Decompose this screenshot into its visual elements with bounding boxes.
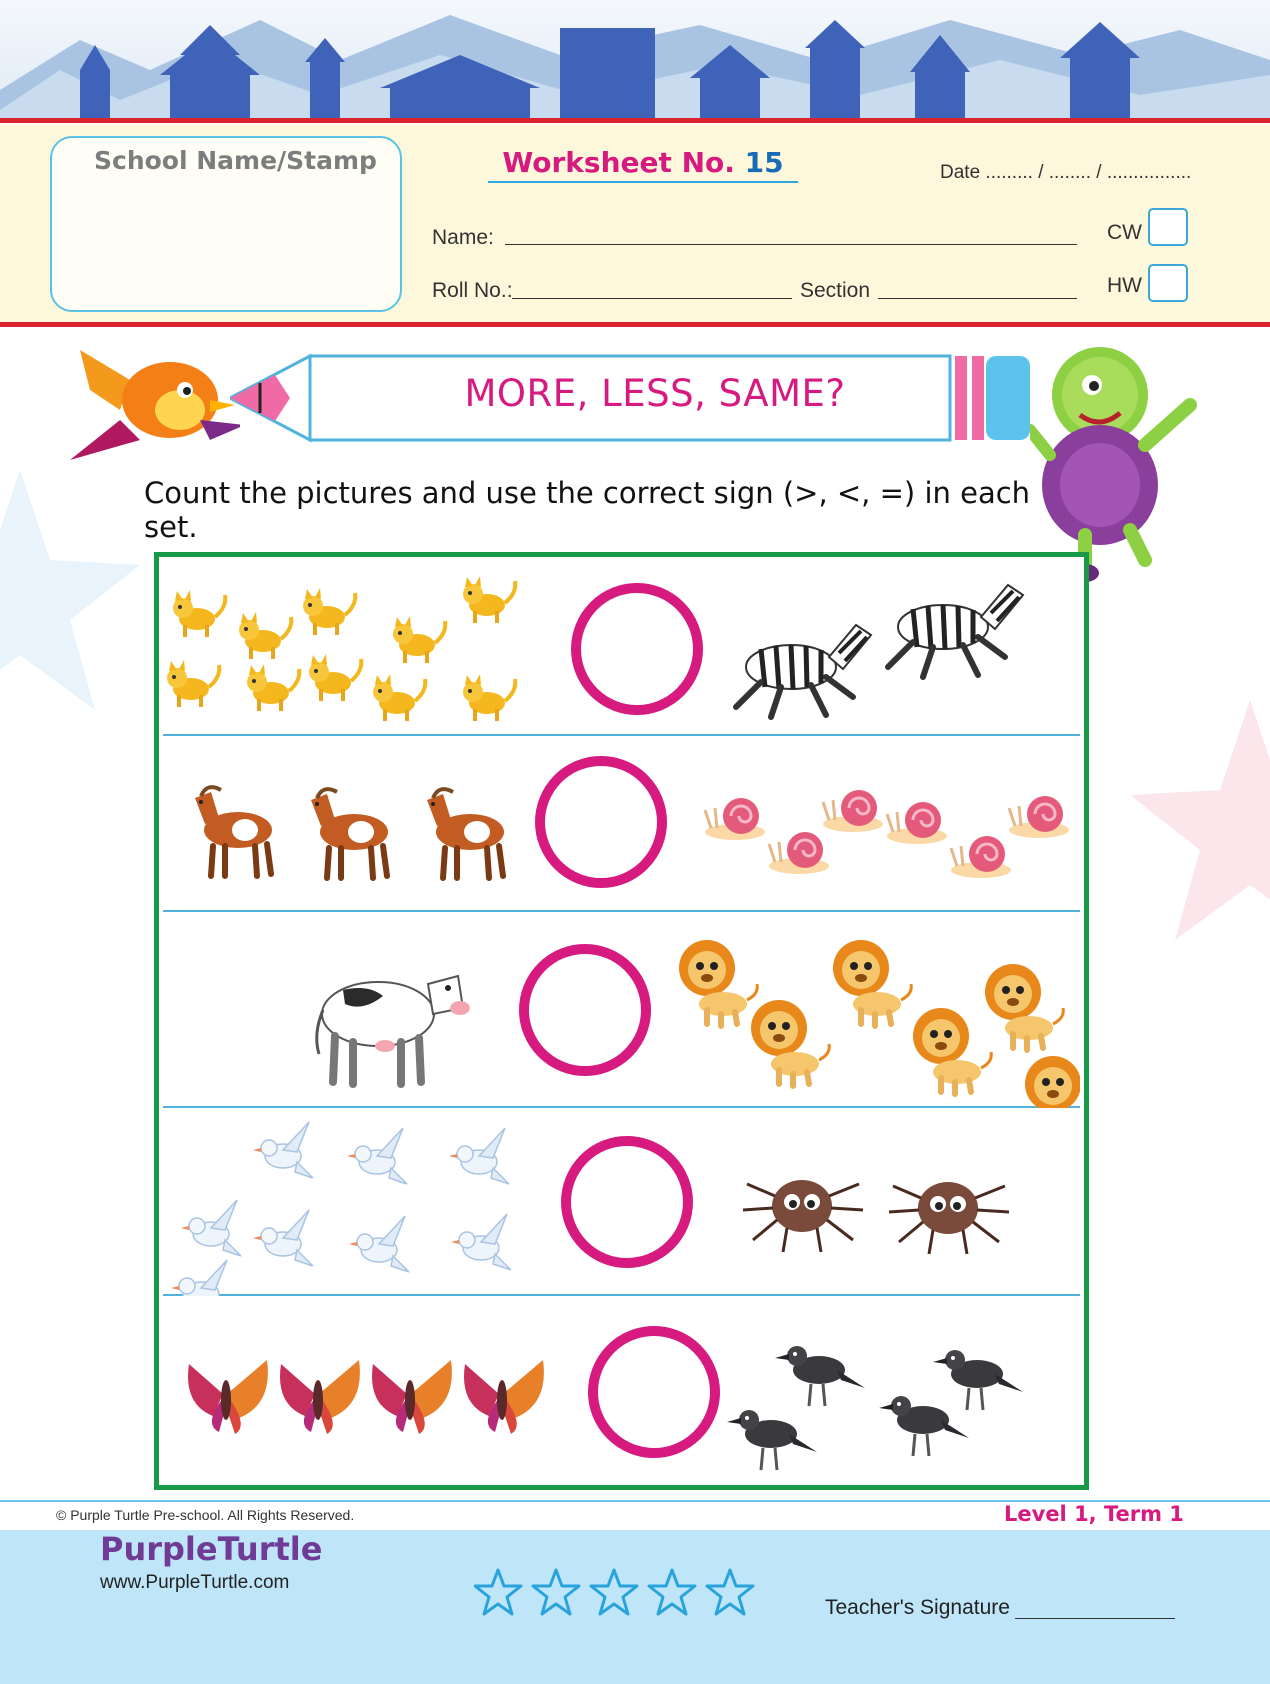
goat-icon — [427, 789, 504, 878]
worksheet-title-text: Worksheet No. — [502, 146, 735, 179]
section-input-line[interactable] — [878, 298, 1077, 299]
date-field[interactable]: Date ......... / ........ / ................ — [940, 162, 1192, 183]
star-icon[interactable] — [475, 1570, 521, 1614]
cw-checkbox[interactable] — [1148, 208, 1188, 246]
cat-icon — [239, 612, 291, 659]
snail-icon — [951, 836, 1011, 878]
answer-circle-2[interactable] — [535, 756, 667, 888]
answer-circle-1[interactable] — [571, 583, 703, 715]
set-row-2 — [163, 738, 1080, 912]
cw-label: CW — [1107, 221, 1142, 244]
lion-icon — [913, 1008, 991, 1094]
set-row-4 — [163, 1110, 1080, 1296]
snail-icon — [705, 798, 765, 840]
header-red-line — [0, 118, 1270, 123]
cat-icon — [173, 590, 225, 637]
lion-icon — [985, 964, 1063, 1050]
set-row-1 — [163, 561, 1080, 736]
hw-checkbox[interactable] — [1148, 264, 1188, 302]
teacher-signature-line[interactable] — [1015, 1618, 1175, 1619]
brand-logo: PurpleTurtle — [100, 1530, 323, 1568]
background-star-left — [0, 470, 150, 730]
cow-icon — [317, 976, 470, 1084]
answer-circle-5[interactable] — [588, 1326, 720, 1458]
star-icon[interactable] — [649, 1570, 695, 1614]
name-input-line[interactable] — [505, 244, 1077, 245]
school-stamp-box[interactable] — [50, 136, 402, 312]
copyright-text: © Purple Turtle Pre-school. All Rights Reserved. — [56, 1507, 355, 1523]
dove-icon — [253, 1122, 313, 1178]
cat-icon — [393, 616, 445, 663]
turtle-mascot-icon — [1030, 335, 1200, 585]
cat-icon — [309, 654, 361, 701]
cat-icon — [373, 674, 425, 721]
rating-stars — [474, 1568, 764, 1620]
spider-icon — [743, 1180, 863, 1252]
worksheet-title — [488, 146, 798, 183]
dove-icon — [349, 1216, 409, 1272]
crow-icon — [775, 1346, 865, 1406]
star-icon[interactable] — [533, 1570, 579, 1614]
dove-icon — [347, 1128, 407, 1184]
section-label: Section — [800, 279, 871, 302]
banner-title: MORE, LESS, SAME? — [464, 372, 846, 415]
butterfly-icon — [372, 1360, 452, 1434]
crow-icon — [727, 1410, 817, 1470]
lion-icon — [1025, 1056, 1080, 1108]
goat-icon — [195, 787, 272, 876]
cat-icon — [303, 588, 355, 635]
roll-label: Roll No.: — [432, 279, 513, 302]
snail-icon — [769, 832, 829, 874]
skyline-header — [0, 0, 1270, 120]
level-term-label: Level 1, Term 1 — [1004, 1502, 1184, 1526]
hw-label: HW — [1107, 274, 1142, 297]
goat-icon — [311, 789, 388, 878]
lion-icon — [751, 1000, 829, 1086]
set-row-5 — [163, 1298, 1080, 1482]
dove-icon — [181, 1200, 241, 1256]
cat-icon — [463, 576, 515, 623]
dove-icon — [449, 1128, 509, 1184]
spider-icon — [889, 1182, 1009, 1254]
cat-icon — [247, 664, 299, 711]
set-row-3 — [163, 914, 1080, 1108]
lion-icon — [833, 940, 911, 1026]
answer-circle-3[interactable] — [519, 944, 651, 1076]
name-label: Name: — [432, 226, 494, 249]
dove-icon — [171, 1260, 231, 1296]
school-label: School Name/Stamp — [94, 146, 377, 175]
dove-icon — [253, 1210, 313, 1266]
butterfly-icon — [188, 1360, 268, 1434]
instruction-text: Count the pictures and use the correct sign (>, <, =) in each set. — [144, 476, 1031, 544]
crow-icon — [933, 1350, 1023, 1410]
snail-icon — [887, 802, 947, 844]
info-band-red-line — [0, 322, 1270, 327]
comparison-grid — [154, 552, 1089, 1490]
snail-icon — [1009, 796, 1069, 838]
bird-mascot-icon — [60, 340, 240, 470]
snail-icon — [823, 790, 883, 832]
crow-icon — [879, 1396, 969, 1456]
star-icon[interactable] — [707, 1570, 753, 1614]
background-star-right — [1100, 700, 1270, 960]
lion-icon — [679, 940, 757, 1026]
star-icon[interactable] — [591, 1570, 637, 1614]
roll-input-line[interactable] — [512, 298, 792, 299]
cat-icon — [167, 660, 219, 707]
worksheet-number: 15 — [744, 146, 784, 179]
cat-icon — [463, 674, 515, 721]
dove-icon — [451, 1214, 511, 1270]
butterfly-icon — [280, 1360, 360, 1434]
teacher-signature-label: Teacher's Signature — [825, 1596, 1010, 1619]
answer-circle-4[interactable] — [561, 1136, 693, 1268]
zebra-icon — [736, 625, 871, 717]
butterfly-icon — [464, 1360, 544, 1434]
website-text: www.PurpleTurtle.com — [100, 1572, 290, 1593]
zebra-icon — [888, 585, 1023, 677]
